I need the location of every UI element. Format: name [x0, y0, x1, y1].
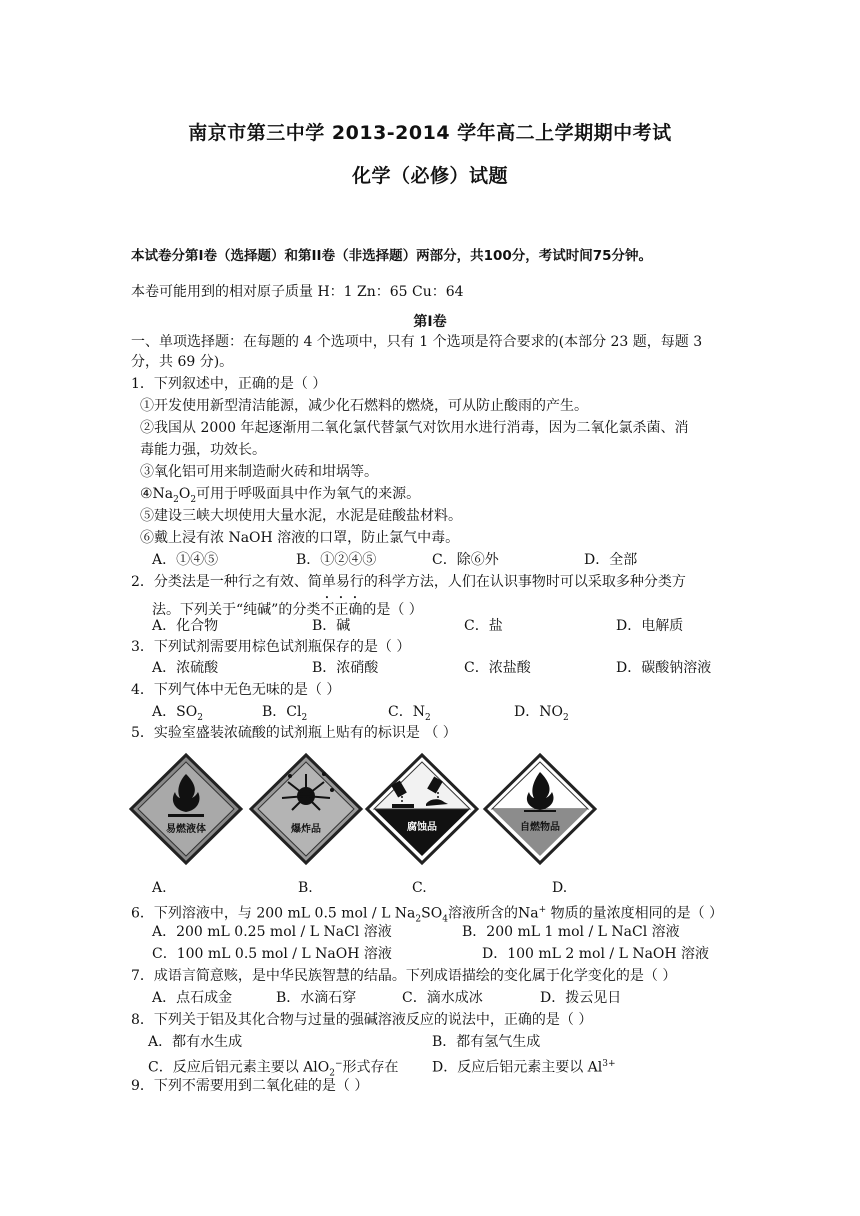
- q4-option-c: C．$N_2$: [388, 704, 431, 723]
- section-title: 第Ⅰ卷: [413, 314, 447, 330]
- sign-d-label: 自燃物品: [520, 822, 560, 833]
- q1-statement-6: ⑥戴上浸有浓 NaOH 溶液的口罩，防止氯气中毒。: [140, 530, 460, 546]
- q5-stem: 5．实验室盛装浓硫酸的试剂瓶上贴有的标识是 （ ）: [131, 725, 457, 741]
- sign-c-label: 腐蚀品: [407, 822, 437, 833]
- intro-line-2: 本卷可能用到的相对原子质量 H：1 Zn：65 Cu：64: [131, 284, 464, 300]
- explosive-sign: [248, 752, 364, 866]
- q8-option-c: C．反应后铝元素主要以 AlO$_2$−形式存在: [148, 1059, 399, 1079]
- page-title: 南京市第三中学 2013-2014 学年高二上学期期中考试: [188, 122, 672, 144]
- corrosive-sign: [364, 752, 480, 866]
- q4-option-a: A．$SO_2$: [152, 704, 203, 723]
- q5-option-d: D.: [552, 880, 568, 896]
- q6-option-c: C．100 mL 0.5 mol / L NaOH 溶液: [152, 946, 392, 962]
- q8-stem: 8．下列关于铝及其化合物与过量的强碱溶液反应的说法中，正确的是（ ）: [131, 1012, 593, 1028]
- q8-option-b: B．都有氢气生成: [432, 1034, 541, 1050]
- q2-option-a: A．化合物: [152, 618, 219, 634]
- q2-option-c: C．盐: [464, 618, 503, 634]
- q1-option-b: B．①②④⑤: [296, 552, 377, 568]
- q2-option-b: B．碱: [312, 618, 351, 634]
- section-desc-1: 一、单项选择题：在每题的 4 个选项中，只有 1 个选项是符合要求的(本部分 23 题，每题 3: [131, 334, 703, 350]
- q1-statement-1: ①开发使用新型清洁能源，减少化石燃料的燃烧，可从防止酸雨的产生。: [140, 398, 588, 414]
- q1-option-a: A．①④⑤: [152, 552, 219, 568]
- sign-a-label: 易燃液体: [166, 824, 206, 835]
- q1-option-d: D．全部: [584, 552, 638, 568]
- q7-option-d: D．拨云见日: [540, 990, 622, 1006]
- q2-stem-1: 2．分类法是一种行之有效、简单易行的科学方法，人们在认识事物时可以采取多种分类方: [131, 574, 686, 590]
- q1-stem: 1．下列叙述中，正确的是（ ）: [131, 376, 327, 392]
- q1-statement-4: $④Na_2O_2$可用于呼吸面具中作为氧气的来源。: [140, 486, 421, 505]
- page-subtitle: 化学（必修）试题: [351, 165, 508, 187]
- q7-option-a: A．点石成金: [152, 990, 233, 1006]
- q6-option-d: D．100 mL 2 mol / L NaOH 溶液: [482, 946, 710, 962]
- q2-option-d: D．电解质: [616, 618, 684, 634]
- q5-option-a: A.: [152, 880, 167, 896]
- spontaneous-combustion-sign: [482, 752, 598, 866]
- q3-option-c: C．浓盐酸: [464, 660, 531, 676]
- q8-option-d: D．反应后铝元素主要以 $Al^{3+}$: [432, 1059, 616, 1076]
- flammable-liquid-sign: [128, 752, 244, 866]
- hazard-signs: [128, 752, 608, 866]
- q5-option-b: B.: [298, 880, 313, 896]
- q7-option-b: B．水滴石穿: [276, 990, 357, 1006]
- q7-option-c: C．滴水成冰: [402, 990, 483, 1006]
- q3-option-a: A．浓硫酸: [152, 660, 219, 676]
- q4-option-b: B．$Cl_2$: [262, 704, 308, 723]
- q5-option-c: C.: [412, 880, 427, 896]
- q6-option-b: B．200 mL 1 mol / L NaCl 溶液: [462, 924, 680, 940]
- q8-option-a: A．都有水生成: [148, 1034, 243, 1050]
- q1-statement-2a: ②我国从 2000 年起逐渐用二氧化氯代替氯气对饮用水进行消毒，因为二氧化氯杀菌、消: [140, 420, 689, 436]
- q4-option-d: D．$NO_2$: [514, 704, 569, 723]
- q1-statement-3: ③氧化铝可用来制造耐火砖和坩埚等。: [140, 464, 378, 480]
- intro-line-1: 本试卷分第Ⅰ卷（选择题）和第II卷（非选择题）两部分，共100分，考试时间75分钟。: [131, 248, 653, 264]
- q7-stem: 7．成语言简意赅，是中华民族智慧的结晶。下列成语描绘的变化属于化学变化的是（ ）: [131, 968, 677, 984]
- q4-stem: 4．下列气体中无色无味的是（ ）: [131, 682, 341, 698]
- section-desc-2: 分，共 69 分)。: [131, 354, 234, 370]
- q3-stem: 3．下列试剂需要用棕色试剂瓶保存的是（ ）: [131, 639, 411, 655]
- q1-option-c: C．除⑥外: [432, 552, 499, 568]
- q9-stem: 9．下列不需要用到二氧化硅的是（ ）: [131, 1078, 369, 1094]
- q6-stem: 6．下列溶液中，与 200 mL 0.5 mol / L $Na_2SO_4$溶液所含的Na+ 物质的量浓度相同的是（ ）: [131, 905, 724, 925]
- q3-option-b: B．浓硝酸: [312, 660, 379, 676]
- q6-option-a: A．200 mL 0.25 mol / L NaCl 溶液: [152, 924, 392, 940]
- sign-b-label: 爆炸品: [291, 824, 321, 835]
- q3-option-d: D．碳酸钠溶液: [616, 660, 712, 676]
- q2-stem-2: 法。下列关于“纯碱”的分类不正确的是（ ）: [152, 602, 423, 618]
- q1-statement-2b: 毒能力强，功效长。: [140, 442, 266, 458]
- q1-statement-5: ⑤建设三峡大坝使用大量水泥，水泥是硅酸盐材料。: [140, 508, 462, 524]
